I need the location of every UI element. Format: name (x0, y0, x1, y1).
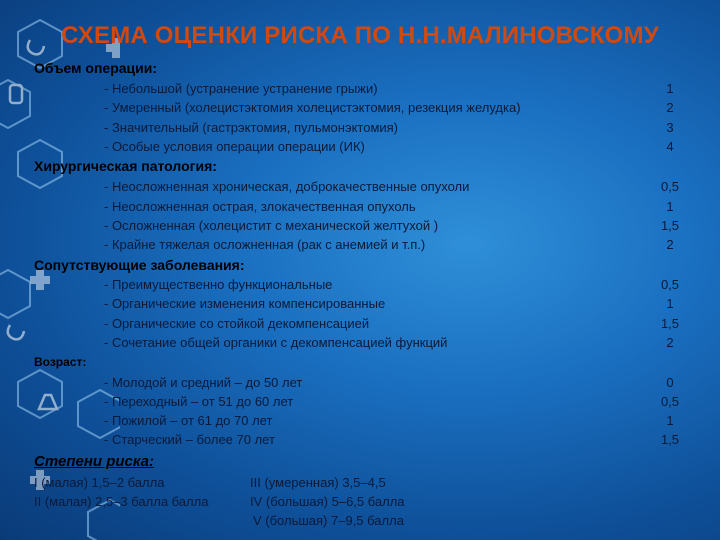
item-text: - Органические со стойкой декомпенсацией (104, 316, 370, 331)
list-item (0, 413, 720, 432)
list-item (0, 218, 720, 237)
item-text: - Умеренный (холецистэктомия холецистэктомия, резекция желудка) (104, 100, 521, 115)
item-text: - Сочетание общей органики с декомпенсацией функций (104, 335, 448, 350)
list-item (0, 81, 720, 100)
list-item (0, 394, 720, 413)
risk-level-1: I (малая) 1,5–2 балла (34, 475, 165, 490)
item-score: 2 (666, 237, 674, 252)
list-item (0, 139, 720, 158)
item-text: - Неосложненная хроническая, доброкачественные опухоли (104, 179, 470, 194)
risk-level-2: II (малая) 2,5–3 балла балла (34, 494, 209, 509)
section-heading-pathology: Хирургическая патология: (34, 158, 217, 174)
list-item (0, 316, 720, 335)
item-text: - Значительный (гастрэктомия, пульмонэктомия) (104, 120, 399, 135)
list-item (0, 375, 720, 394)
item-text: - Молодой и средний – до 50 лет (104, 375, 303, 390)
item-score: 2 (666, 100, 674, 115)
page-title: СХЕМА ОЦЕНКИ РИСКА ПО Н.Н.МАЛИНОВСКОМУ (61, 22, 659, 49)
list-item (0, 199, 720, 218)
list-item (0, 120, 720, 139)
item-text: - Пожилой – от 61 до 70 лет (104, 413, 273, 428)
item-score: 1 (666, 413, 674, 428)
risk-heading: Степени риска: (34, 453, 154, 470)
item-text: - Органические изменения компенсированные (104, 296, 386, 311)
section-heading-age: Возраст: (34, 355, 87, 369)
item-score: 1 (666, 199, 674, 214)
item-score: 3 (666, 120, 674, 135)
item-score: 1,5 (660, 316, 680, 331)
section-heading-volume: Объем операции: (34, 60, 158, 76)
item-score: 0,5 (660, 394, 680, 409)
item-text: - Преимущественно функциональные (104, 277, 333, 292)
item-text: - Крайне тяжелая осложненная (рак с анемией и т.п.) (104, 237, 426, 252)
item-score: 0 (666, 375, 674, 390)
item-score: 2 (666, 335, 674, 350)
item-text: - Неосложненная острая, злокачественная опухоль (104, 199, 416, 214)
item-text: - Осложненная (холецистит с механической желтухой ) (104, 218, 439, 233)
item-score: 1,5 (660, 432, 680, 447)
item-text: - Особые условия операции операции (ИК) (104, 139, 365, 154)
item-score: 0,5 (660, 179, 680, 194)
item-text: - Небольшой (устранение устранение грыжи) (104, 81, 378, 96)
list-item (0, 432, 720, 451)
list-item (0, 335, 720, 354)
item-text: - Старческий – более 70 лет (104, 432, 275, 447)
item-score: 0,5 (660, 277, 680, 292)
list-item (0, 277, 720, 296)
risk-level-3: III (умеренная) 3,5–4,5 (250, 475, 386, 490)
item-score: 1,5 (660, 218, 680, 233)
item-score: 1 (666, 296, 674, 311)
section-heading-comorbid: Сопутствующие заболевания: (34, 257, 245, 273)
list-item (0, 296, 720, 315)
list-item (0, 237, 720, 256)
list-item (0, 100, 720, 119)
risk-level-5: V (большая) 7–9,5 балла (253, 513, 404, 528)
risk-level-4: IV (большая) 5–6,5 балла (250, 494, 405, 509)
item-text: - Переходный – от 51 до 60 лет (104, 394, 294, 409)
list-item (0, 179, 720, 198)
item-score: 1 (666, 81, 674, 96)
item-score: 4 (666, 139, 674, 154)
